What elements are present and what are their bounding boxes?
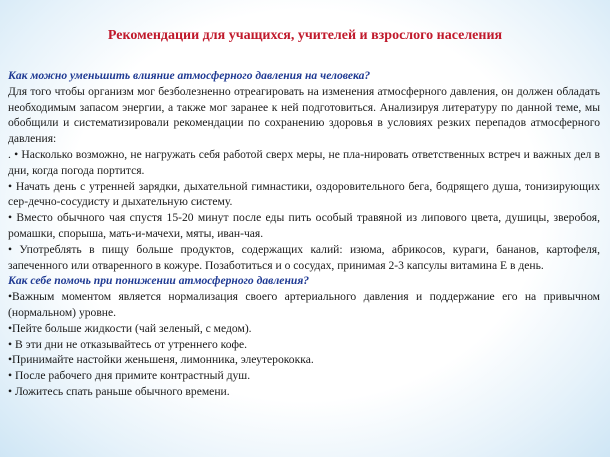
section2-item: •Принимайте настойки женьшеня, лимонника, элеутерококка. [8,353,314,367]
slide-content [8,68,600,400]
section1-heading: Как можно уменьшить влияние атмосферного давления на человека? [8,69,371,82]
section2-item: •Важным моментом является нормализация своего артериального давления и поддержание его на привычном (нормальном) уровне. [8,290,600,319]
slide-title: Рекомендации для учащихся, учителей и взрослого населения [107,28,503,43]
section1-item: • Употреблять в пищу больше продуктов, содержащих калий: изюма, абрикосов, кураги, бананов, картофеля, запеченного или отваренного в кожуре. Позаботиться и о сосудах, принимая 2-3 капсулы витамина Е в день. [8,242,600,272]
section2-item: •Пейте больше жидкости (чай зеленый, с медом). [8,321,252,335]
section2-item: • После рабочего дня примите контрастный душ. [8,369,251,383]
section2-item: • Ложитесь спать раньше обычного времени. [8,384,230,398]
section2-item: • В эти дни не отказывайтесь от утреннего кофе. [8,337,248,351]
section2-heading: Как себе помочь при понижении атмосферного давления? [8,274,310,288]
section1-intro: Для того чтобы организм мог безболезненно отреагировать на изменения атмосферного давления, он должен обладать необходимым запасом энергии, а также мог заранее к ней подготовиться. Анализируя литературу по данной теме, мы обобщили и систематизировали рекомендации по сохранению здоровья в условиях резких перепадов атмосферного давления: [8,84,600,146]
section1-item: • Вместо обычного чая спустя 15-20 минут после еды пить особый травяной из липового цвета, душицы, зверобоя, ромашки, спорыша, мать-и-мачехи, мяты, иван-чая. [8,211,600,240]
section1-item: . • Насколько возможно, не нагружать себя работой сверх меры, не пла-нировать ответственных встреч и важных дел в дни, когда погода портится. [8,147,600,177]
section1-item: • Начать день с утренней зарядки, дыхательной гимнастики, оздоровительного бега, бодрящего душа, тонизирующих сер-дечно-сосудисту и дыхательную систему. [8,179,600,209]
